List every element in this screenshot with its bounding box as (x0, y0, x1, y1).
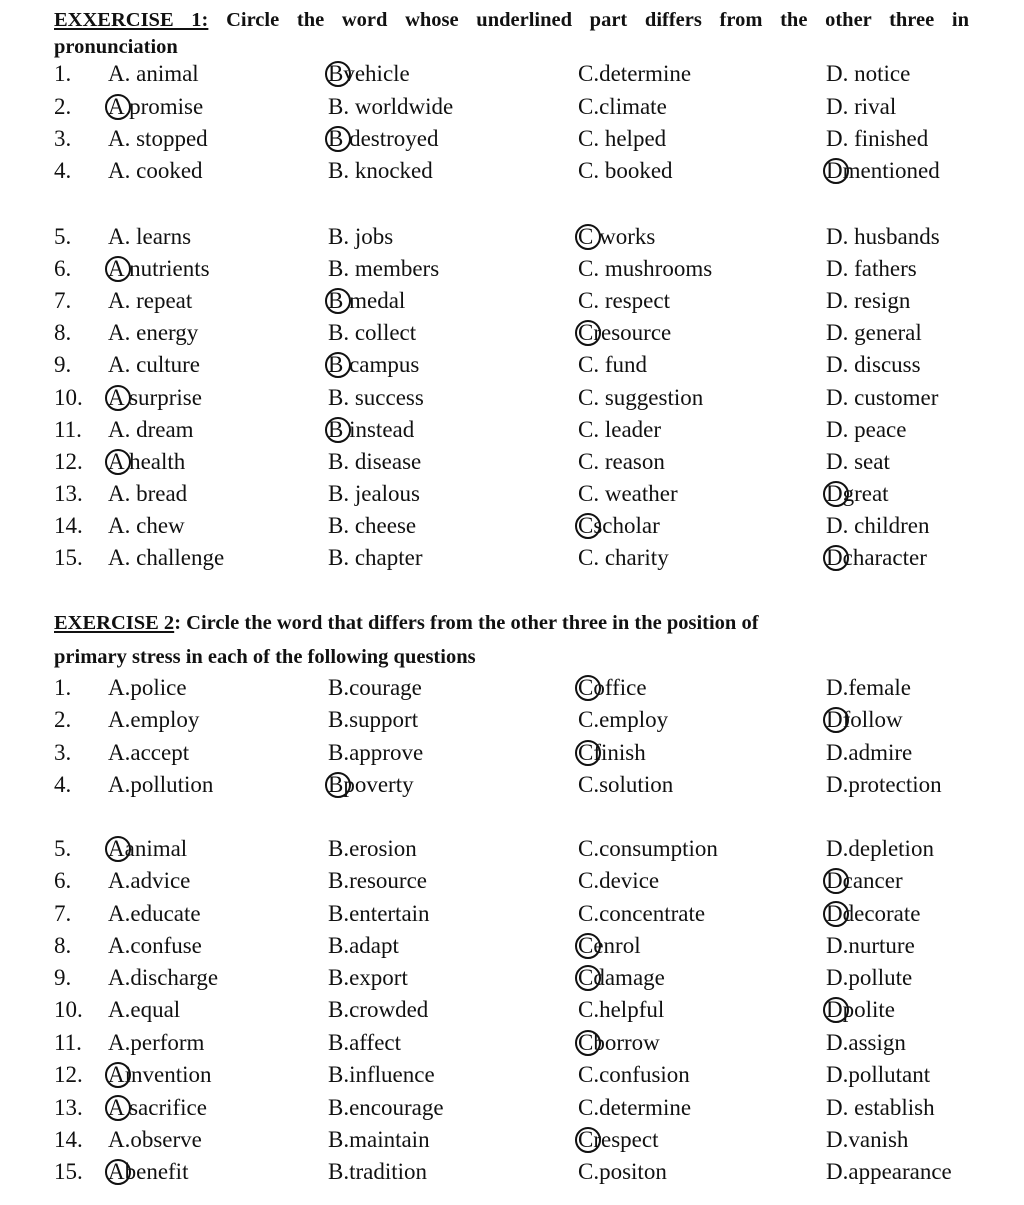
answer-option[interactable]: A. chew (108, 513, 185, 538)
exercise1-instruction-line1: Circle the word whose underlined part differs from the other three in (226, 9, 970, 31)
answer-option-circled[interactable]: Dfollow (826, 704, 903, 736)
answer-circle-mark (823, 158, 849, 184)
answer-option[interactable]: A. dream (108, 417, 194, 442)
answer-option[interactable]: D.depletion (826, 836, 934, 861)
question-row (0, 478, 1024, 510)
question-number: 10. (54, 385, 83, 410)
question-number: 2. (54, 94, 72, 119)
question-number: 7. (54, 901, 72, 926)
answer-option[interactable]: D. resign (826, 288, 911, 313)
answer-option[interactable]: C. charity (578, 545, 669, 570)
answer-option-circled[interactable]: Ddecorate (826, 898, 921, 930)
answer-option-circled[interactable]: Cscholar (578, 510, 660, 542)
answer-option[interactable]: B. jealous (328, 481, 420, 506)
question-row (0, 155, 1024, 187)
answer-option[interactable]: A.advice (108, 868, 191, 893)
answer-circle-mark (325, 417, 351, 443)
answer-option-circled[interactable]: Abenefit (108, 1156, 188, 1188)
answer-option[interactable]: B.resource (328, 868, 427, 893)
answer-circle-mark (105, 1095, 131, 1121)
question-row (0, 769, 1024, 801)
answer-option[interactable]: C.consumption (578, 836, 718, 861)
answer-circle-mark (325, 61, 351, 87)
answer-option-circled[interactable]: Dcharacter (826, 542, 927, 574)
exercise1-instruction-line2: pronunciation (54, 36, 178, 58)
answer-option-circled[interactable]: Dpolite (826, 994, 895, 1026)
answer-option[interactable]: A.employ (108, 707, 200, 732)
question-row (0, 317, 1024, 349)
question-number: 6. (54, 868, 72, 893)
answer-option[interactable]: D. general (826, 320, 922, 345)
answer-option[interactable]: A.equal (108, 997, 181, 1022)
question-row (0, 833, 1024, 865)
answer-circle-mark (325, 352, 351, 378)
answer-option[interactable]: D.pollute (826, 965, 913, 990)
answer-option[interactable]: B. success (328, 385, 424, 410)
answer-option-circled[interactable]: Dcancer (826, 865, 903, 897)
question-number: 15. (54, 545, 83, 570)
answer-circle-mark (575, 933, 601, 959)
question-row (0, 1156, 1024, 1188)
answer-option[interactable]: C.confusion (578, 1062, 690, 1087)
answer-circle-mark (823, 545, 849, 571)
question-number: 15. (54, 1159, 83, 1184)
answer-option[interactable]: C. booked (578, 158, 673, 183)
question-number: 4. (54, 772, 72, 797)
answer-circle-mark (575, 965, 601, 991)
answer-option[interactable]: C.employ (578, 707, 669, 732)
answer-option[interactable]: C.helpful (578, 997, 665, 1022)
answer-option[interactable]: B.support (328, 707, 419, 732)
question-number: 8. (54, 933, 72, 958)
answer-option[interactable]: D.pollutant (826, 1062, 931, 1087)
answer-option-circled[interactable]: A promise (108, 91, 203, 123)
answer-circle-mark (105, 256, 131, 282)
question-number: 14. (54, 513, 83, 538)
answer-option[interactable]: C. fund (578, 352, 647, 377)
answer-option[interactable]: B. collect (328, 320, 417, 345)
answer-option[interactable]: B. members (328, 256, 440, 281)
answer-option[interactable]: C.device (578, 868, 660, 893)
answer-circle-mark (105, 1062, 131, 1088)
answer-option[interactable]: D.nurture (826, 933, 915, 958)
answer-option[interactable]: C. respect (578, 288, 670, 313)
answer-option-circled[interactable]: Ainvention (108, 1059, 212, 1091)
answer-option[interactable]: A.observe (108, 1127, 202, 1152)
answer-option[interactable]: B.affect (328, 1030, 402, 1055)
answer-option[interactable]: D. children (826, 513, 930, 538)
question-row (0, 414, 1024, 446)
exercise1-label: EXXERCISE 1: (54, 9, 209, 31)
question-number: 9. (54, 352, 72, 377)
answer-option[interactable]: D. peace (826, 417, 907, 442)
question-number: 3. (54, 126, 72, 151)
answer-option[interactable]: A. learns (108, 224, 192, 249)
answer-option-circled[interactable]: Cdamage (578, 962, 665, 994)
answer-option-circled[interactable]: Bpoverty (328, 769, 414, 801)
answer-option-circled[interactable]: C works (578, 221, 655, 253)
answer-circle-mark (105, 385, 131, 411)
question-row (0, 349, 1024, 381)
answer-option-circled[interactable]: A surprise (108, 382, 202, 414)
answer-option-circled[interactable]: A health (108, 446, 185, 478)
answer-option[interactable]: D.vanish (826, 1127, 909, 1152)
answer-option-circled[interactable]: Cenrol (578, 930, 641, 962)
answer-circle-mark (823, 997, 849, 1023)
answer-option-circled[interactable]: B destroyed (328, 123, 439, 155)
question-row (0, 542, 1024, 574)
question-number: 11. (54, 417, 82, 442)
answer-circle-mark (105, 449, 131, 475)
answer-option[interactable]: C.solution (578, 772, 674, 797)
question-number: 4. (54, 158, 72, 183)
answer-option[interactable]: D. rival (826, 94, 897, 119)
answer-option-circled[interactable]: Cresource (578, 317, 671, 349)
question-number: 3. (54, 740, 72, 765)
answer-option[interactable]: B. disease (328, 449, 422, 474)
question-row (0, 58, 1024, 90)
answer-option[interactable]: A. energy (108, 320, 199, 345)
question-row (0, 253, 1024, 285)
answer-option[interactable]: B. jobs (328, 224, 394, 249)
answer-circle-mark (575, 675, 601, 701)
question-row (0, 285, 1024, 317)
answer-option[interactable]: C. suggestion (578, 385, 704, 410)
answer-option[interactable]: B. knocked (328, 158, 433, 183)
question-number: 9. (54, 965, 72, 990)
answer-option[interactable]: A. culture (108, 352, 200, 377)
answer-option-circled[interactable]: A sacrifice (108, 1092, 207, 1124)
answer-option-circled[interactable]: Coffice (578, 672, 647, 704)
answer-option-circled[interactable]: Aanimal (108, 833, 187, 865)
answer-option[interactable]: A.confuse (108, 933, 202, 958)
answer-circle-mark (105, 94, 131, 120)
answer-option[interactable]: B.influence (328, 1062, 435, 1087)
exercise2-heading (54, 607, 969, 640)
answer-option[interactable]: C. reason (578, 449, 665, 474)
question-number: 14. (54, 1127, 83, 1152)
answer-option-circled[interactable]: B medal (328, 285, 405, 317)
answer-circle-mark (575, 1030, 601, 1056)
question-row (0, 1124, 1024, 1156)
answer-circle-mark (823, 868, 849, 894)
answer-option[interactable]: B.encourage (328, 1095, 444, 1120)
answer-circle-mark (575, 224, 601, 250)
answer-circle-mark (575, 320, 601, 346)
answer-option-circled[interactable]: Dmentioned (826, 155, 940, 187)
answer-option[interactable]: D. customer (826, 385, 939, 410)
answer-option-circled[interactable]: B campus (328, 349, 419, 381)
answer-option[interactable]: A.police (108, 675, 187, 700)
question-row (0, 123, 1024, 155)
question-row (0, 91, 1024, 123)
answer-circle-mark (575, 740, 601, 766)
answer-option[interactable]: D. establish (826, 1095, 935, 1120)
answer-option[interactable]: C.concentrate (578, 901, 706, 926)
answer-circle-mark (105, 836, 131, 862)
answer-option[interactable]: A. bread (108, 481, 188, 506)
answer-option[interactable]: A.perform (108, 1030, 205, 1055)
answer-option[interactable]: C.determine (578, 61, 692, 86)
answer-circle-mark (823, 901, 849, 927)
answer-circle-mark (325, 772, 351, 798)
exercise1-heading (54, 4, 969, 37)
answer-option[interactable]: C. weather (578, 481, 678, 506)
answer-option[interactable]: D.protection (826, 772, 942, 797)
answer-option[interactable]: D. discuss (826, 352, 921, 377)
answer-option[interactable]: B.erosion (328, 836, 417, 861)
answer-circle-mark (105, 1159, 131, 1185)
answer-circle-mark (325, 126, 351, 152)
question-row (0, 865, 1024, 897)
answer-option[interactable]: B. worldwide (328, 94, 454, 119)
question-row (0, 962, 1024, 994)
question-number: 1. (54, 675, 72, 700)
question-number: 11. (54, 1030, 82, 1055)
answer-circle-mark (823, 481, 849, 507)
exercise2-instruction-line2: primary stress in each of the following questions (54, 646, 476, 668)
question-row (0, 446, 1024, 478)
answer-option[interactable]: A. challenge (108, 545, 225, 570)
answer-circle-mark (575, 1127, 601, 1153)
question-row (0, 1027, 1024, 1059)
question-number: 2. (54, 707, 72, 732)
question-row (0, 704, 1024, 736)
answer-option-circled[interactable]: Crespect (578, 1124, 658, 1156)
answer-option[interactable]: D.admire (826, 740, 913, 765)
answer-option[interactable]: D.assign (826, 1030, 906, 1055)
question-row (0, 382, 1024, 414)
answer-option[interactable]: A.discharge (108, 965, 219, 990)
answer-option[interactable]: B.export (328, 965, 408, 990)
question-row (0, 672, 1024, 704)
question-number: 10. (54, 997, 83, 1022)
answer-option-circled[interactable]: Cfinish (578, 737, 646, 769)
question-number: 13. (54, 481, 83, 506)
exercise2-instruction-line1: : Circle the word that differs from the other three in the position of (174, 612, 759, 634)
answer-option[interactable]: A. animal (108, 61, 199, 86)
answer-option[interactable]: B.crowded (328, 997, 429, 1022)
answer-option[interactable]: D.appearance (826, 1159, 952, 1184)
answer-option-circled[interactable]: A nutrients (108, 253, 210, 285)
answer-option[interactable]: A.accept (108, 740, 190, 765)
answer-option[interactable]: C. leader (578, 417, 662, 442)
question-row (0, 510, 1024, 542)
answer-option[interactable]: D. seat (826, 449, 890, 474)
question-row (0, 930, 1024, 962)
question-row (0, 221, 1024, 253)
answer-option[interactable]: C.climate (578, 94, 667, 119)
answer-option[interactable]: A. stopped (108, 126, 208, 151)
answer-option[interactable]: B.entertain (328, 901, 430, 926)
question-number: 12. (54, 449, 83, 474)
answer-circle-mark (325, 288, 351, 314)
answer-option[interactable]: D. notice (826, 61, 911, 86)
question-number: 7. (54, 288, 72, 313)
answer-option[interactable]: C. helped (578, 126, 667, 151)
question-number: 1. (54, 61, 72, 86)
answer-option[interactable]: B. cheese (328, 513, 417, 538)
question-number: 13. (54, 1095, 83, 1120)
answer-option[interactable]: B.adapt (328, 933, 399, 958)
answer-option[interactable]: B.courage (328, 675, 422, 700)
question-number: 5. (54, 836, 72, 861)
question-number: 6. (54, 256, 72, 281)
answer-option-circled[interactable]: Cborrow (578, 1027, 660, 1059)
answer-option-circled[interactable]: B instead (328, 414, 414, 446)
answer-option[interactable]: C.determine (578, 1095, 692, 1120)
question-row (0, 1092, 1024, 1124)
answer-option[interactable]: B.maintain (328, 1127, 430, 1152)
answer-option[interactable]: D. finished (826, 126, 929, 151)
answer-option[interactable]: D. fathers (826, 256, 917, 281)
answer-circle-mark (575, 513, 601, 539)
answer-option[interactable]: B. chapter (328, 545, 423, 570)
question-row (0, 994, 1024, 1026)
question-row (0, 1059, 1024, 1091)
answer-option[interactable]: A. repeat (108, 288, 193, 313)
answer-option-circled[interactable]: Dgreat (826, 478, 889, 510)
answer-option[interactable]: C. mushrooms (578, 256, 713, 281)
answer-option[interactable]: A. cooked (108, 158, 203, 183)
question-number: 12. (54, 1062, 83, 1087)
question-number: 5. (54, 224, 72, 249)
answer-option[interactable]: A.pollution (108, 772, 214, 797)
answer-option-circled[interactable]: Bvehicle (328, 58, 410, 90)
answer-option[interactable]: D. husbands (826, 224, 940, 249)
answer-option[interactable]: B.approve (328, 740, 424, 765)
answer-circle-mark (823, 707, 849, 733)
answer-option[interactable]: A.educate (108, 901, 201, 926)
exercise2-label: EXERCISE 2 (54, 612, 175, 634)
answer-option[interactable]: D.female (826, 675, 911, 700)
question-number: 8. (54, 320, 72, 345)
answer-option[interactable]: B.tradition (328, 1159, 428, 1184)
answer-option[interactable]: C.positon (578, 1159, 667, 1184)
question-row (0, 737, 1024, 769)
question-row (0, 898, 1024, 930)
